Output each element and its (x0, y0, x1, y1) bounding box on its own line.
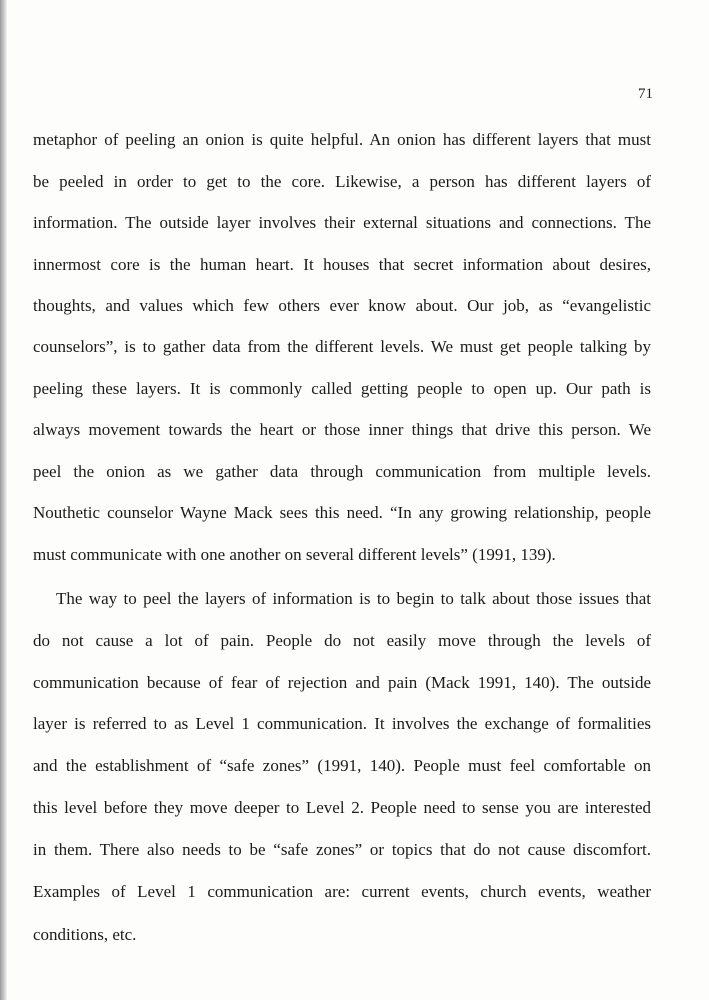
text-line: Nouthetic counselor Wayne Mack sees this need. “In any growing relationship, people (33, 503, 651, 522)
page-number: 71 (638, 86, 653, 102)
text-line: Examples of Level 1 communication are: current events, church events, weather (33, 882, 651, 901)
text-line: innermost core is the human heart. It houses that secret information about desires, (33, 255, 651, 274)
text-line: this level before they move deeper to Level 2. People need to sense you are interested (33, 798, 651, 817)
page-binding-edge (0, 0, 7, 1000)
text-line: conditions, etc. (33, 925, 137, 944)
text-line: and the establishment of “safe zones” (1991, 140). People must feel comfortable on (33, 756, 651, 775)
text-line: counselors”, is to gather data from the different levels. We must get people talking by (33, 337, 651, 356)
text-line: layer is referred to as Level 1 communication. It involves the exchange of formalities (33, 714, 651, 733)
text-line: The way to peel the layers of information is to begin to talk about those issues that (56, 589, 651, 608)
text-line: communication because of fear of rejection and pain (Mack 1991, 140). The outside (33, 673, 651, 692)
text-line: information. The outside layer involves their external situations and connections. The (33, 213, 651, 232)
text-line: in them. There also needs to be “safe zones” or topics that do not cause discomfort. (33, 840, 651, 859)
text-line: be peeled in order to get to the core. Likewise, a person has different layers of (33, 172, 651, 191)
text-line: do not cause a lot of pain. People do not easily move through the levels of (33, 631, 651, 650)
text-line: always movement towards the heart or those inner things that drive this person. We (33, 420, 651, 439)
text-line: peel the onion as we gather data through communication from multiple levels. (33, 462, 651, 481)
text-line: peeling these layers. It is commonly called getting people to open up. Our path is (33, 379, 651, 398)
text-line: must communicate with one another on several different levels” (1991, 139). (33, 545, 556, 564)
text-line: thoughts, and values which few others ever know about. Our job, as “evangelistic (33, 296, 651, 315)
text-line: metaphor of peeling an onion is quite helpful. An onion has different layers that must (33, 130, 651, 149)
